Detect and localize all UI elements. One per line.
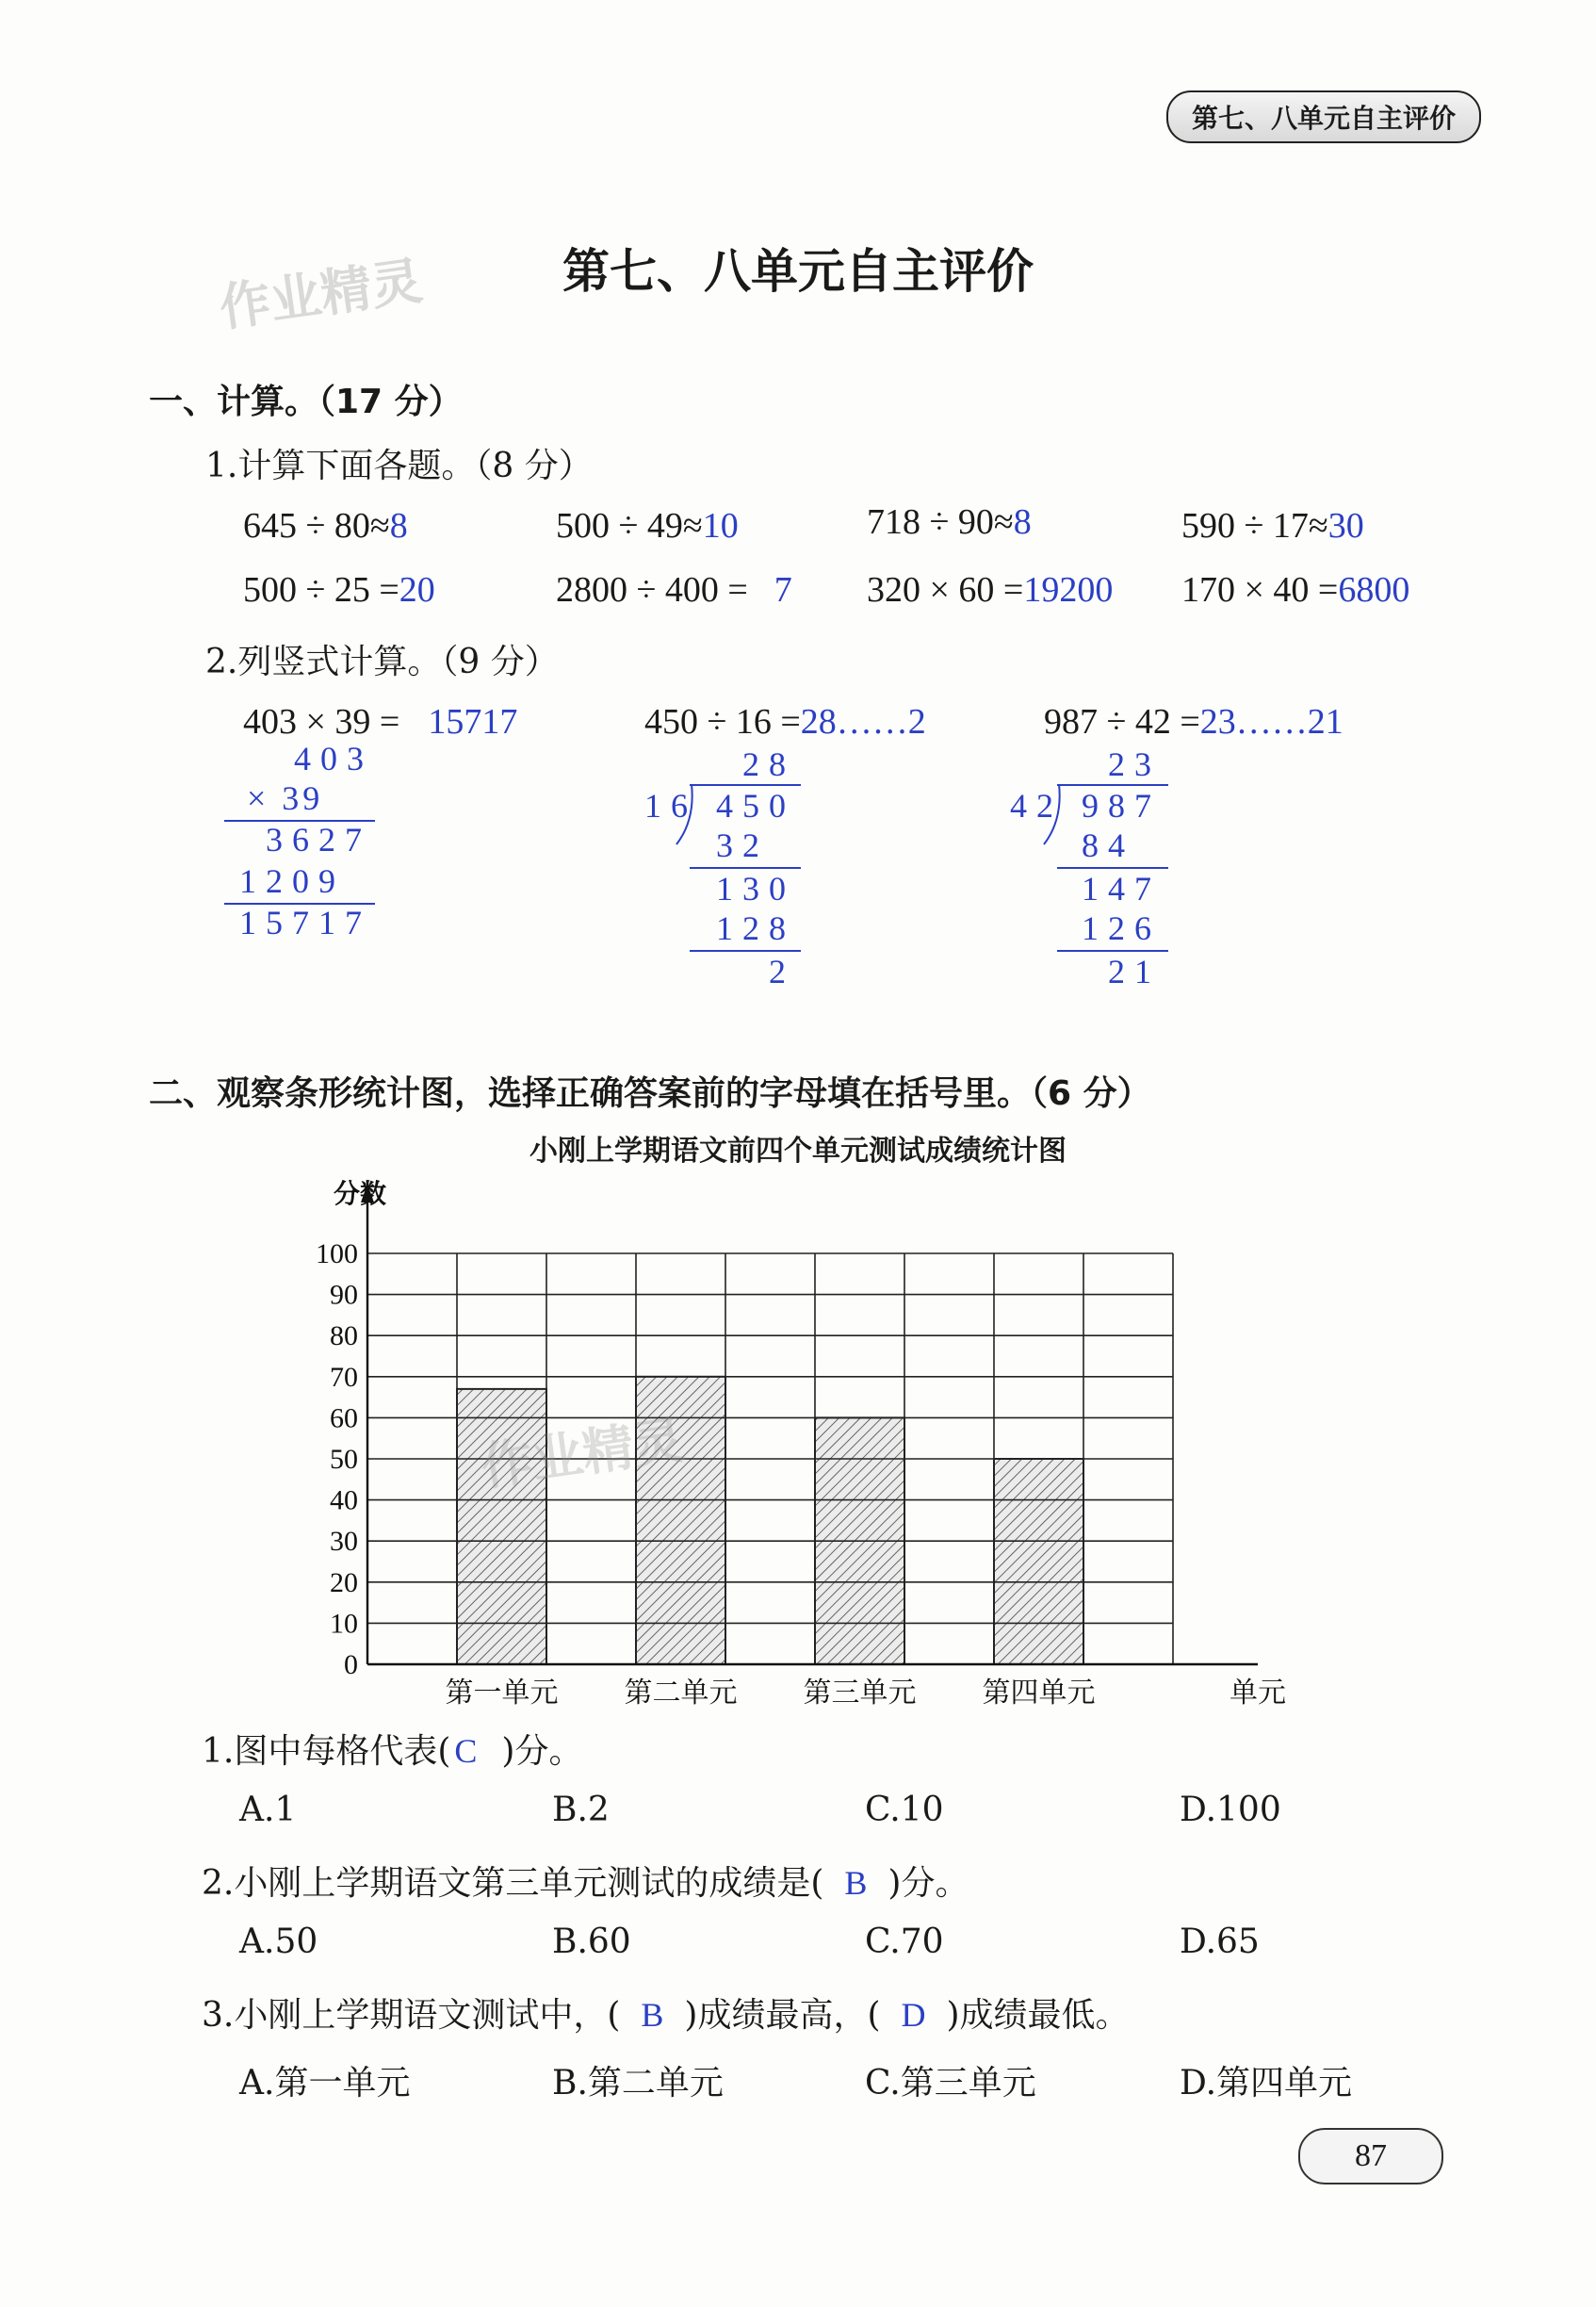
- calc-item: 450 ÷ 16 =28……2: [644, 702, 926, 742]
- page-title: 第七、八单元自主评价: [562, 244, 1034, 299]
- option: C.第三单元: [865, 2064, 1036, 2102]
- work-line: 1209: [239, 862, 345, 900]
- option: A.1: [239, 1791, 297, 1829]
- mc-question-3: 3.小刚上学期语文测试中，( B )成绩最高，( D )成绩最低。: [202, 1996, 1130, 2035]
- mc-answer: D: [901, 1996, 926, 2034]
- option: A.第一单元: [239, 2064, 411, 2102]
- x-category-label: 第一单元: [445, 1677, 559, 1709]
- answer: 7: [774, 570, 792, 610]
- mc-answer: B: [844, 1864, 868, 1902]
- calc-item: 403 × 39 = 15717: [243, 702, 518, 742]
- y-tick-label: 0: [344, 1649, 358, 1680]
- watermark: 作业精灵: [478, 1410, 688, 1497]
- y-tick-label: 40: [330, 1484, 358, 1516]
- y-axis-label: 分数: [334, 1180, 387, 1209]
- answer: 10: [702, 506, 739, 546]
- calc-item: 590 ÷ 17≈30: [1181, 506, 1364, 546]
- work-line: 128: [716, 909, 795, 947]
- option: D.100: [1180, 1791, 1281, 1829]
- mc-question-2: 2.小刚上学期语文第三单元测试的成绩是( B )分。: [202, 1864, 969, 1903]
- option: B.2: [552, 1791, 610, 1829]
- answer: 8: [389, 506, 408, 546]
- answer: 15717: [428, 702, 518, 742]
- work-line: 32: [716, 826, 769, 864]
- work-line: 21: [1108, 953, 1161, 990]
- work-line: 15717: [239, 904, 371, 941]
- y-tick-label: 60: [330, 1402, 358, 1434]
- work-line: 403: [294, 740, 373, 777]
- bar-chart: [283, 1174, 1319, 1721]
- answer: 30: [1327, 506, 1364, 546]
- work-line: 16: [644, 787, 697, 825]
- answer: 6800: [1338, 570, 1410, 610]
- header-tab: 第七、八单元自主评价: [1166, 90, 1481, 143]
- work-line: 28: [742, 745, 795, 783]
- x-category-label: 第四单元: [982, 1677, 1096, 1709]
- calc-item: 2800 ÷ 400 = 7: [556, 570, 792, 610]
- chart-title: 小刚上学期语文前四个单元测试成绩统计图: [529, 1135, 1067, 1168]
- mc-answer: C: [454, 1732, 478, 1770]
- calc-item: 500 ÷ 25 =20: [243, 570, 435, 610]
- division-bracket: [1042, 782, 1070, 848]
- mc-question-1: 1.图中每格代表( C )分。: [202, 1732, 583, 1771]
- answer: 20: [399, 570, 435, 610]
- division-bracket: [675, 782, 703, 848]
- work-line: 450: [716, 787, 795, 825]
- option: C.10: [865, 1791, 944, 1829]
- calc-item: 320 × 60 =19200: [867, 570, 1114, 610]
- answer: 19200: [1023, 570, 1114, 610]
- section1-heading: 一、计算。（17 分）: [149, 383, 463, 421]
- answer: 28……2: [800, 702, 926, 742]
- option: A.50: [239, 1922, 318, 1961]
- work-line: 147: [1082, 870, 1161, 908]
- y-tick-label: 10: [330, 1608, 358, 1640]
- option: B.第二单元: [552, 2064, 724, 2102]
- y-tick-label: 50: [330, 1444, 358, 1475]
- x-category-label: 第二单元: [624, 1677, 738, 1709]
- calc-item: 500 ÷ 49≈10: [556, 506, 739, 546]
- work-line: 2: [769, 953, 795, 990]
- x-category-label: 第三单元: [803, 1677, 917, 1709]
- option: D.第四单元: [1180, 2064, 1353, 2102]
- answer: 8: [1013, 502, 1032, 542]
- work-line: 23: [1108, 745, 1161, 783]
- x-axis-label: 单元: [1230, 1677, 1286, 1709]
- y-tick-label: 100: [316, 1238, 358, 1269]
- calc-item: 718 ÷ 90≈8: [867, 502, 1032, 542]
- y-tick-label: 80: [330, 1320, 358, 1352]
- y-tick-label: 20: [330, 1566, 358, 1598]
- calc-item: 170 × 40 =6800: [1181, 570, 1410, 610]
- bar-4: [994, 1459, 1083, 1664]
- watermark: 作业精灵: [216, 251, 426, 338]
- page-number: 87: [1298, 2128, 1443, 2184]
- answer: 23……21: [1199, 702, 1344, 742]
- y-tick-label: 30: [330, 1526, 358, 1558]
- y-tick-label: 90: [330, 1279, 358, 1311]
- q2-label: 2.列竖式计算。（9 分）: [205, 643, 559, 681]
- work-line: × 39: [247, 779, 324, 817]
- section2-heading: 二、观察条形统计图，选择正确答案前的字母填在括号里。（6 分）: [149, 1074, 1151, 1113]
- calc-item: 987 ÷ 42 =23……21: [1044, 702, 1344, 742]
- work-line: 84: [1082, 826, 1134, 864]
- option: C.70: [865, 1922, 944, 1961]
- work-line: 42: [1010, 787, 1063, 825]
- y-tick-label: 70: [330, 1361, 358, 1393]
- calc-item: 645 ÷ 80≈8: [243, 506, 408, 546]
- work-line: 126: [1082, 909, 1161, 947]
- work-line: 987: [1082, 787, 1161, 825]
- option: D.65: [1180, 1922, 1260, 1961]
- q1-label: 1.计算下面各题。（8 分）: [205, 447, 593, 485]
- mc-answer: B: [641, 1996, 664, 2034]
- work-line: 3627: [266, 821, 371, 859]
- option: B.60: [552, 1922, 631, 1961]
- work-line: 130: [716, 870, 795, 908]
